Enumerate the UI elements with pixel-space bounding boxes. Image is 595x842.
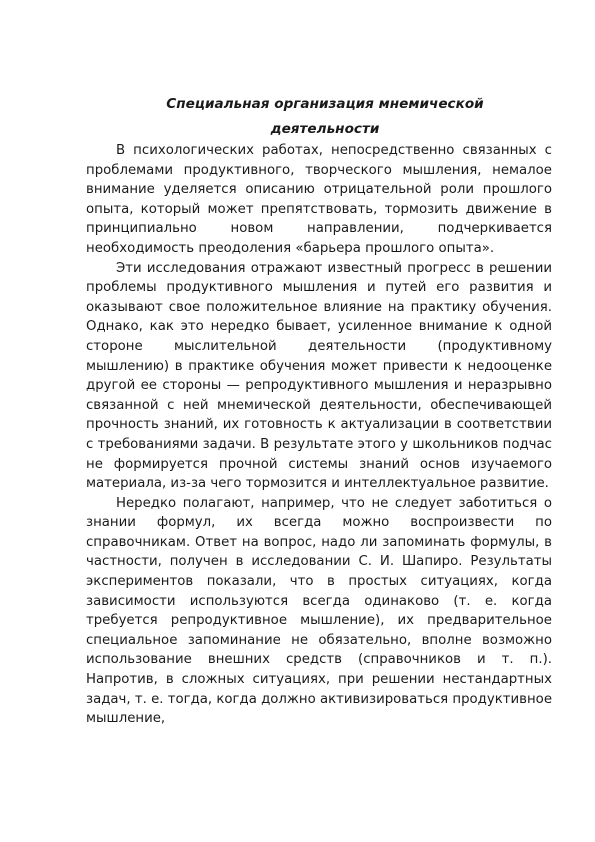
paragraph-2: Эти исследования отражают известный прогресс в решении проблемы продуктивного мышления и путей его развития и оказывают свое положительное влияние на практику обучения. Однако, как это нередко бывает, усиленное внимание к одной стороне мыслительной деятельности (продуктивному мышлению) в практике обучения может привести к недооценке другой ее стороны — репродуктивного мышления и неразрывно связанной с ней мнемической деятельности, обеспечивающей прочность знаний, их готовность к актуализации в соответствии с требованиями задачи. В результате этого у школьников подчас не формируется прочной системы знаний основ изучаемого материала, из-за чего тормозится и интеллектуальное развитие. (86, 260, 552, 492)
paragraph-3: Нередко полагают, например, что не следует заботиться о знании формул, их всегда можно воспроизвести по справочникам. Ответ на вопрос, надо ли запоминать формулы, в частности, получен в исследовании С. И. Шапиро. Результаты экспериментов показали, что в простых ситуациях, когда зависимости используются всегда одинаково (т. е. когда требуется репродуктивное мышление), их предварительное специальное запоминание не обязательно, вполне возможно использование внешних средств (справочников и т. п.). Напротив, в сложных ситуациях, при решении нестандартных задач, т. е. тогда, когда должно активизироваться продуктивное мышление, (86, 495, 552, 727)
document-title-line-1: Специальная организация мнемической (166, 96, 484, 112)
document-title-line-2: деятельности (270, 121, 380, 137)
paragraph-1: В психологических работах, непосредственно связанных с проблемами продуктивного, творческого мышления, немалое внимание уделяется описанию отрицательной роли прошлого опыта, который может препятствовать, тормозить движение в принципиально новом направлении, подчеркивается необходимость преодоления «барьера прошлого опыта». (86, 143, 552, 256)
document-body (86, 141, 552, 729)
